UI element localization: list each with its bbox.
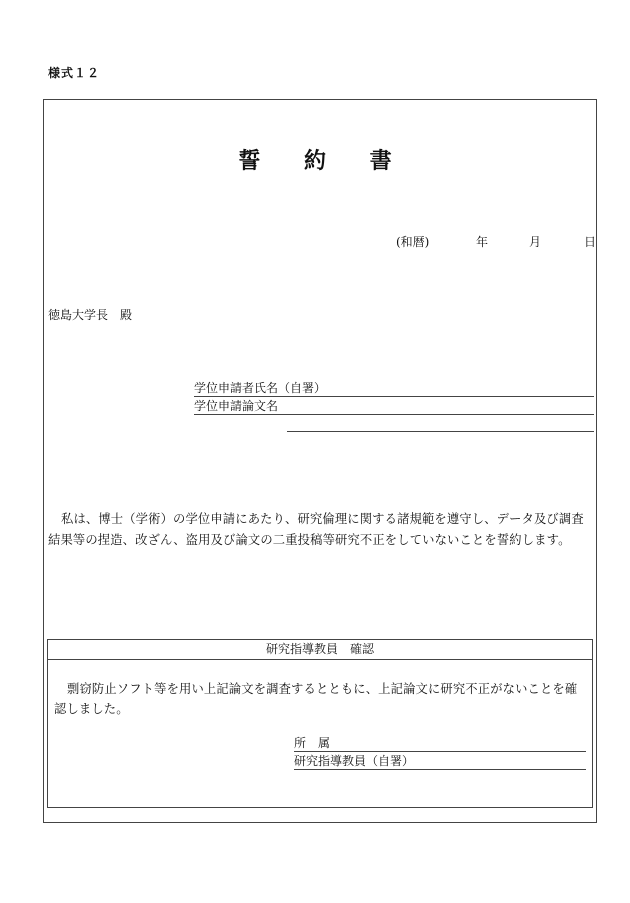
affiliation-label: 所 属	[294, 736, 331, 750]
thesis-title-label: 学位申請論文名	[194, 399, 279, 413]
advisor-affiliation-field[interactable]	[294, 736, 586, 752]
form-number: 様式１２	[48, 66, 101, 80]
advisor-confirmation-box	[47, 639, 593, 808]
advisor-signature-label: 研究指導教員（自署）	[294, 754, 415, 768]
thesis-title-field[interactable]	[194, 399, 594, 415]
pledge-statement: 私は、博士（学術）の学位申請にあたり、研究倫理に関する諸規範を遵守し、データ及び調査結果等の捏造、改ざん、盗用及び論文の二重投稿等研究不正をしていないことを誓約します。	[48, 512, 584, 547]
thesis-title-continuation-line[interactable]	[287, 430, 594, 432]
date-year-label: 年	[476, 235, 489, 249]
applicant-name-field[interactable]	[194, 381, 594, 397]
document-title: 誓 約 書	[238, 149, 410, 174]
date-era-label: (和暦)	[396, 235, 430, 249]
date-month-label: 月	[529, 235, 542, 249]
confirmation-header: 研究指導教員 確認	[48, 640, 592, 660]
confirmation-statement: 剽窃防止ソフト等を用い上記論文を調査するとともに、上記論文に研究不正がないことを確認しました。	[54, 682, 578, 716]
date-day-label: 日	[584, 235, 597, 249]
advisor-signature-field[interactable]	[294, 754, 586, 770]
addressee: 徳島大学長 殿	[48, 308, 133, 322]
applicant-name-label: 学位申請者氏名（自署）	[194, 381, 327, 395]
